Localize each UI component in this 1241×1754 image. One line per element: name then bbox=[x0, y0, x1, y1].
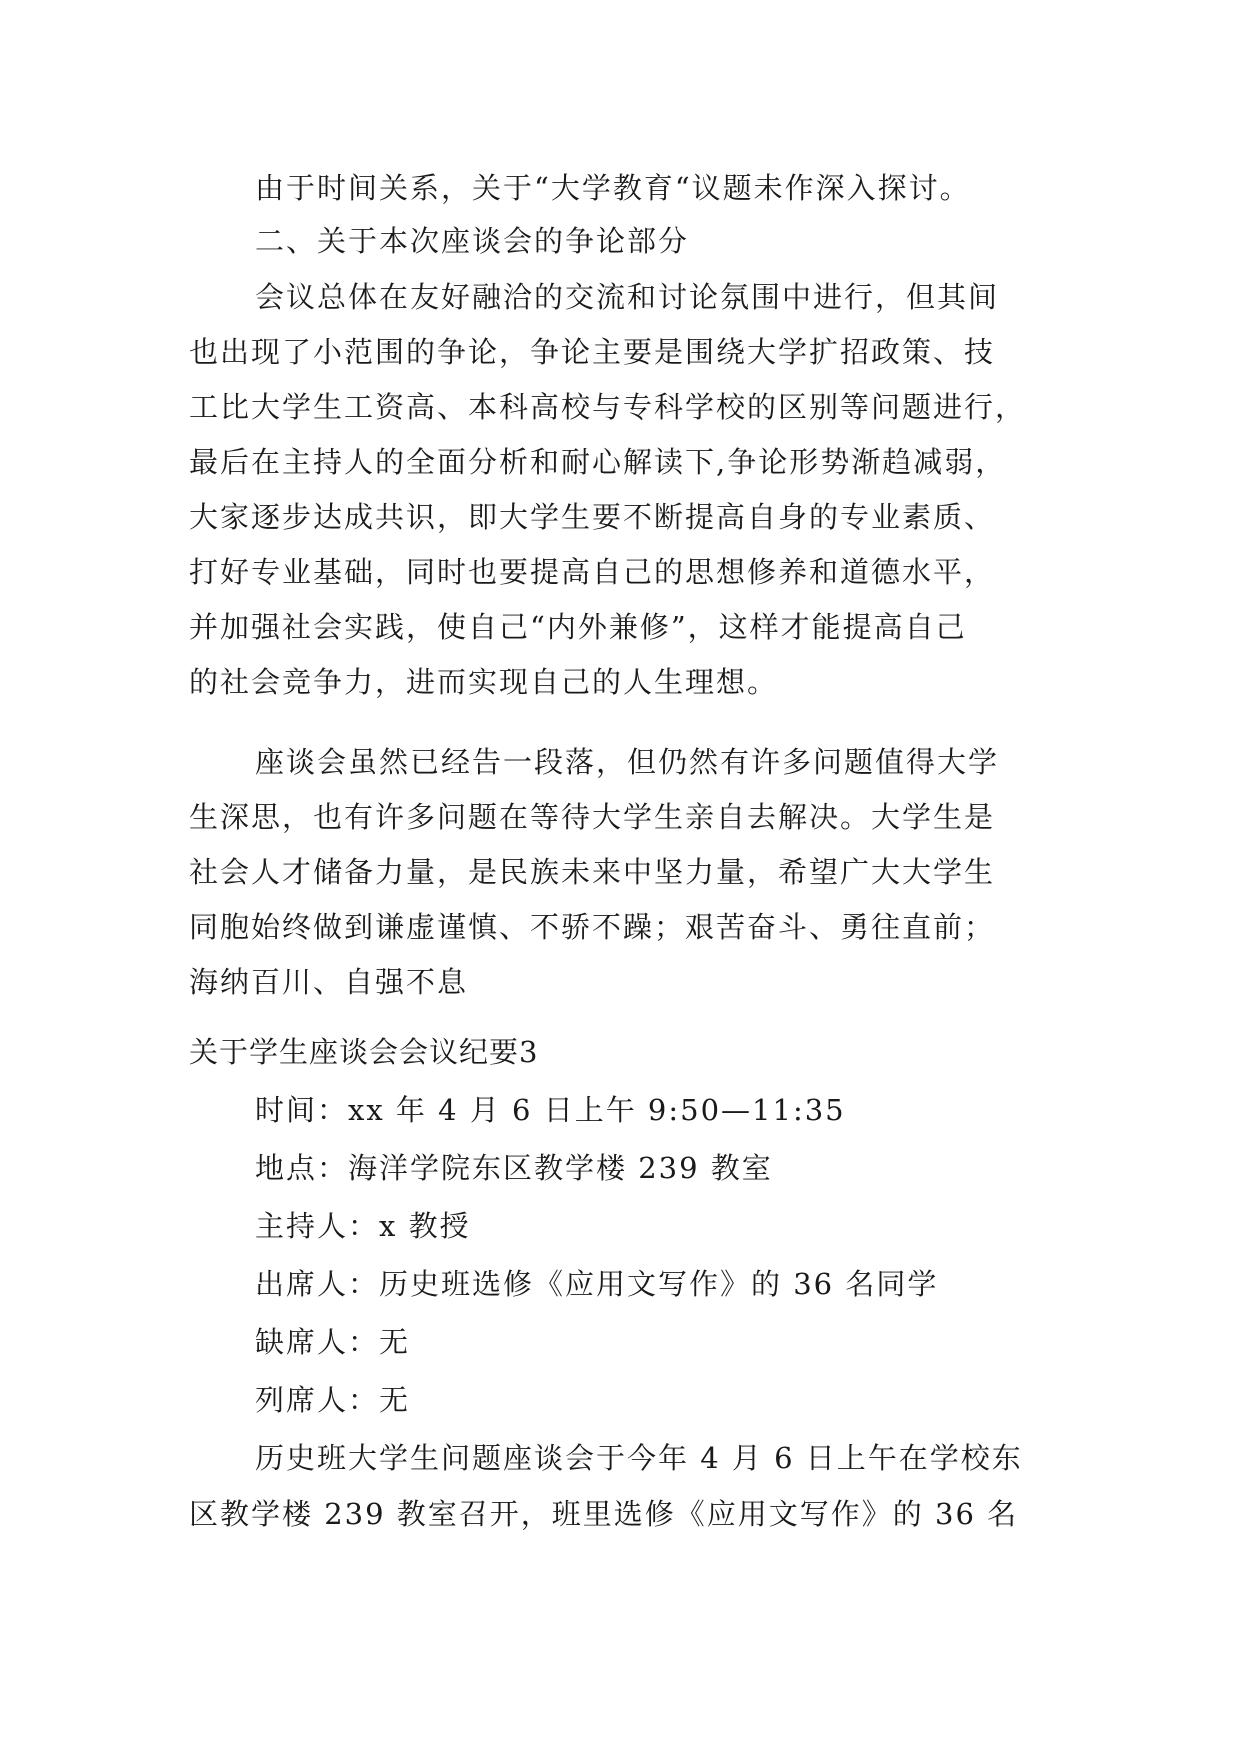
meta-observers: 列席人：无 bbox=[255, 1383, 411, 1417]
paragraph-line: 生深思，也有许多问题在等待大学生亲自去解决。大学生是 bbox=[189, 800, 996, 834]
paragraph-line: 社会人才储备力量，是民族未来中坚力量，希望广大大学生 bbox=[189, 855, 996, 889]
paragraph-line: 打好专业基础，同时也要提高自己的思想修养和道德水平， bbox=[189, 555, 996, 589]
paragraph-line: 由于时间关系，关于“大学教育“议题未作深入探讨。 bbox=[255, 171, 971, 205]
paragraph-line: 大家逐步达成共识，即大学生要不断提高自身的专业素质、 bbox=[189, 500, 996, 534]
paragraph-line: 也出现了小范围的争论，争论主要是围绕大学扩招政策、技 bbox=[189, 335, 996, 369]
paragraph-line: 区教学楼 239 教室召开，班里选修《应用文写作》的 36 名 bbox=[189, 1497, 1019, 1531]
meta-time: 时间：xx 年 4 月 6 日上午 9:50—11:35 bbox=[255, 1093, 846, 1127]
paragraph-line: 的社会竞争力，进而实现自己的人生理想。 bbox=[189, 665, 779, 699]
paragraph-line: 同胞始终做到谦虚谨慎、不骄不躁；艰苦奋斗、勇往直前； bbox=[189, 910, 996, 944]
paragraph-line: 最后在主持人的全面分析和耐心解读下,争论形势渐趋减弱， bbox=[189, 445, 1007, 479]
meta-attendees: 出席人：历史班选修《应用文写作》的 36 名同学 bbox=[255, 1267, 939, 1301]
minutes-title: 关于学生座谈会会议纪要3 bbox=[189, 1035, 539, 1069]
meta-location: 地点：海洋学院东区教学楼 239 教室 bbox=[255, 1151, 773, 1185]
paragraph-line: 历史班大学生问题座谈会于今年 4 月 6 日上午在学校东 bbox=[255, 1441, 1023, 1475]
section-heading: 二、关于本次座谈会的争论部分 bbox=[255, 224, 690, 258]
paragraph-line: 并加强社会实践，使自己“内外兼修”，这样才能提高自己 bbox=[189, 610, 967, 644]
paragraph-line: 会议总体在友好融洽的交流和讨论氛围中进行，但其间 bbox=[255, 280, 1000, 314]
paragraph-line: 座谈会虽然已经告一段落，但仍然有许多问题值得大学 bbox=[255, 745, 1000, 779]
meta-host: 主持人：x 教授 bbox=[255, 1209, 471, 1243]
paragraph-line: 工比大学生工资高、本科高校与专科学校的区别等问题进行， bbox=[189, 390, 1027, 424]
paragraph-line: 海纳百川、自强不息 bbox=[189, 965, 469, 999]
meta-absent: 缺席人：无 bbox=[255, 1325, 411, 1359]
